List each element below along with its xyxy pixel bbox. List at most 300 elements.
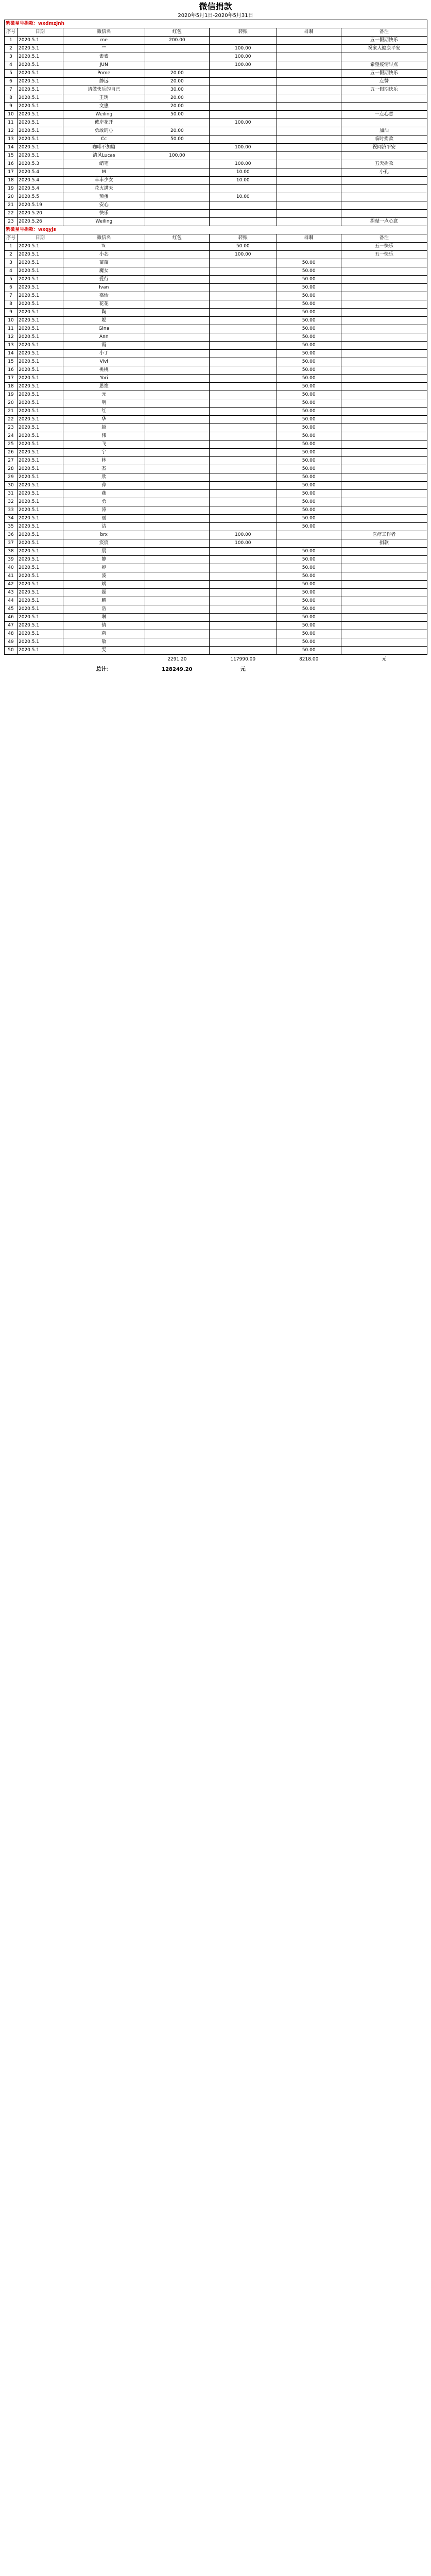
row-transfer bbox=[209, 473, 277, 482]
row-wechat-name: 欣 bbox=[63, 473, 145, 482]
row-transfer: 100.00 bbox=[209, 53, 277, 61]
row-group-chat: 50.00 bbox=[277, 424, 341, 432]
row-date: 2020.5.1 bbox=[18, 383, 63, 391]
row-remark bbox=[341, 391, 427, 399]
table-row bbox=[5, 358, 427, 366]
row-date: 2020.5.1 bbox=[18, 78, 63, 86]
row-transfer bbox=[209, 111, 277, 119]
row-wechat-name: 倩 bbox=[63, 622, 145, 630]
row-group-chat bbox=[277, 61, 341, 70]
row-number: 18 bbox=[5, 177, 18, 185]
row-remark bbox=[341, 589, 427, 597]
row-red-packet bbox=[145, 457, 209, 465]
total-value: 8218.00 bbox=[299, 656, 319, 662]
row-wechat-name: 飞 bbox=[63, 440, 145, 449]
row-transfer bbox=[209, 605, 277, 614]
row-number: 4 bbox=[5, 267, 18, 276]
row-red-packet bbox=[145, 490, 209, 498]
row-number: 7 bbox=[5, 292, 18, 300]
row-transfer bbox=[209, 399, 277, 408]
table-row bbox=[5, 333, 427, 342]
column-header: 日期 bbox=[18, 234, 63, 243]
row-number: 9 bbox=[5, 103, 18, 111]
row-date: 2020.5.1 bbox=[18, 300, 63, 309]
row-wechat-name: 静 bbox=[63, 556, 145, 564]
row-remark: 五一假期快乐 bbox=[341, 70, 427, 78]
row-transfer bbox=[209, 366, 277, 375]
column-header: 转账 bbox=[209, 28, 277, 37]
table-row bbox=[5, 45, 427, 53]
row-remark bbox=[341, 556, 427, 564]
row-transfer bbox=[209, 548, 277, 556]
row-remark bbox=[341, 647, 427, 655]
row-wechat-name: me bbox=[63, 37, 145, 45]
row-remark bbox=[341, 276, 427, 284]
row-remark bbox=[341, 350, 427, 358]
row-transfer bbox=[209, 564, 277, 572]
row-number: 37 bbox=[5, 539, 18, 548]
row-red-packet bbox=[145, 515, 209, 523]
row-date: 2020.5.1 bbox=[18, 267, 63, 276]
row-red-packet bbox=[145, 408, 209, 416]
table-row bbox=[5, 267, 427, 276]
row-wechat-name: 斌 bbox=[63, 581, 145, 589]
row-number: 33 bbox=[5, 506, 18, 515]
table-row bbox=[5, 408, 427, 416]
row-date: 2020.5.1 bbox=[18, 375, 63, 383]
row-wechat-name: 勇 bbox=[63, 498, 145, 506]
row-number: 16 bbox=[5, 160, 18, 168]
row-number: 40 bbox=[5, 564, 18, 572]
row-remark: 五一假期快乐 bbox=[341, 37, 427, 45]
table-row bbox=[5, 647, 427, 655]
row-remark bbox=[341, 185, 427, 193]
row-wechat-name: 浩 bbox=[63, 605, 145, 614]
row-red-packet bbox=[145, 366, 209, 375]
row-wechat-name: 杰 bbox=[63, 465, 145, 473]
row-number: 44 bbox=[5, 597, 18, 605]
table-row bbox=[5, 490, 427, 498]
row-number: 18 bbox=[5, 383, 18, 391]
row-remark bbox=[341, 358, 427, 366]
table-row bbox=[5, 160, 427, 168]
row-remark bbox=[341, 605, 427, 614]
row-number: 28 bbox=[5, 465, 18, 473]
row-transfer: 10.00 bbox=[209, 193, 277, 201]
row-group-chat: 50.00 bbox=[277, 515, 341, 523]
table-row bbox=[5, 564, 427, 572]
row-wechat-name: Yori bbox=[63, 375, 145, 383]
row-group-chat: 50.00 bbox=[277, 465, 341, 473]
row-group-chat bbox=[277, 185, 341, 193]
row-red-packet: 20.00 bbox=[145, 94, 209, 103]
row-group-chat bbox=[277, 37, 341, 45]
table-row bbox=[5, 86, 427, 94]
totals-row bbox=[5, 655, 427, 665]
row-remark bbox=[341, 408, 427, 416]
row-date: 2020.5.1 bbox=[18, 152, 63, 160]
row-date: 2020.5.1 bbox=[18, 292, 63, 300]
row-date: 2020.5.3 bbox=[18, 160, 63, 168]
row-group-chat bbox=[277, 45, 341, 53]
table-row bbox=[5, 111, 427, 119]
row-date: 2020.5.1 bbox=[18, 276, 63, 284]
row-date: 2020.5.1 bbox=[18, 630, 63, 638]
table-row bbox=[5, 449, 427, 457]
row-remark bbox=[341, 482, 427, 490]
row-date: 2020.5.1 bbox=[18, 366, 63, 375]
row-date: 2020.5.1 bbox=[18, 317, 63, 325]
row-group-chat: 50.00 bbox=[277, 432, 341, 440]
row-group-chat: 50.00 bbox=[277, 564, 341, 572]
section-label-row bbox=[5, 226, 427, 234]
row-group-chat: 50.00 bbox=[277, 638, 341, 647]
row-wechat-name: 魔女 bbox=[63, 267, 145, 276]
row-date: 2020.5.1 bbox=[18, 638, 63, 647]
row-date: 2020.5.1 bbox=[18, 490, 63, 498]
row-red-packet bbox=[145, 276, 209, 284]
row-remark bbox=[341, 267, 427, 276]
row-red-packet bbox=[145, 61, 209, 70]
row-red-packet: 50.00 bbox=[145, 135, 209, 144]
row-number: 43 bbox=[5, 589, 18, 597]
row-red-packet bbox=[145, 243, 209, 251]
row-wechat-name: Weiling bbox=[63, 218, 145, 226]
row-date: 2020.5.1 bbox=[18, 135, 63, 144]
total-value: 117990.00 bbox=[230, 656, 256, 662]
table-row bbox=[5, 218, 427, 226]
row-date: 2020.5.1 bbox=[18, 622, 63, 630]
row-transfer bbox=[209, 284, 277, 292]
row-remark bbox=[341, 325, 427, 333]
table-row bbox=[5, 539, 427, 548]
row-transfer bbox=[209, 317, 277, 325]
row-group-chat bbox=[277, 201, 341, 210]
row-red-packet bbox=[145, 572, 209, 581]
total-spacer bbox=[5, 655, 18, 665]
row-red-packet bbox=[145, 614, 209, 622]
row-group-chat: 50.00 bbox=[277, 581, 341, 589]
row-transfer bbox=[209, 490, 277, 498]
row-transfer bbox=[209, 185, 277, 193]
row-transfer bbox=[209, 276, 277, 284]
row-number: 24 bbox=[5, 432, 18, 440]
row-date: 2020.5.1 bbox=[18, 614, 63, 622]
column-header: 日期 bbox=[18, 28, 63, 37]
row-wechat-name: 元 bbox=[63, 391, 145, 399]
column-header: 备注 bbox=[341, 234, 427, 243]
row-number: 27 bbox=[5, 457, 18, 465]
row-remark bbox=[341, 284, 427, 292]
row-remark bbox=[341, 309, 427, 317]
row-wechat-name: 洁 bbox=[63, 523, 145, 531]
table-row bbox=[5, 589, 427, 597]
row-remark bbox=[341, 465, 427, 473]
row-red-packet bbox=[145, 218, 209, 226]
row-group-chat bbox=[277, 127, 341, 135]
table-row bbox=[5, 399, 427, 408]
table-row bbox=[5, 523, 427, 531]
row-date: 2020.5.1 bbox=[18, 597, 63, 605]
row-remark bbox=[341, 490, 427, 498]
row-group-chat: 50.00 bbox=[277, 416, 341, 424]
row-group-chat bbox=[277, 119, 341, 127]
row-date: 2020.5.1 bbox=[18, 457, 63, 465]
table-row bbox=[5, 432, 427, 440]
row-number: 22 bbox=[5, 210, 18, 218]
row-remark bbox=[341, 630, 427, 638]
table-row bbox=[5, 210, 427, 218]
row-transfer: 100.00 bbox=[209, 539, 277, 548]
row-date: 2020.5.1 bbox=[18, 37, 63, 45]
row-number: 49 bbox=[5, 638, 18, 647]
table-row bbox=[5, 201, 427, 210]
row-wechat-name: 思维 bbox=[63, 383, 145, 391]
row-date: 2020.5.1 bbox=[18, 399, 63, 408]
row-number: 47 bbox=[5, 622, 18, 630]
row-date: 2020.5.1 bbox=[18, 647, 63, 655]
row-wechat-name: 宸宸 bbox=[63, 539, 145, 548]
row-number: 50 bbox=[5, 647, 18, 655]
row-wechat-name: 涛 bbox=[63, 506, 145, 515]
row-group-chat bbox=[277, 53, 341, 61]
row-red-packet bbox=[145, 358, 209, 366]
row-remark bbox=[341, 366, 427, 375]
row-group-chat: 50.00 bbox=[277, 498, 341, 506]
row-date: 2020.5.4 bbox=[18, 185, 63, 193]
row-red-packet bbox=[145, 168, 209, 177]
row-remark bbox=[341, 292, 427, 300]
row-group-chat: 50.00 bbox=[277, 292, 341, 300]
table-row bbox=[5, 515, 427, 523]
table-row bbox=[5, 473, 427, 482]
row-remark: 加油 bbox=[341, 127, 427, 135]
row-date: 2020.5.1 bbox=[18, 70, 63, 78]
row-date: 2020.5.1 bbox=[18, 391, 63, 399]
row-remark: 一点心意 bbox=[341, 111, 427, 119]
row-number: 12 bbox=[5, 127, 18, 135]
row-transfer bbox=[209, 127, 277, 135]
row-transfer: 10.00 bbox=[209, 177, 277, 185]
row-wechat-name: 妮 bbox=[63, 317, 145, 325]
row-number: 36 bbox=[5, 531, 18, 539]
row-group-chat bbox=[277, 144, 341, 152]
row-date: 2020.5.1 bbox=[18, 342, 63, 350]
row-transfer bbox=[209, 482, 277, 490]
row-group-chat: 50.00 bbox=[277, 276, 341, 284]
row-date: 2020.5.1 bbox=[18, 144, 63, 152]
table-row bbox=[5, 309, 427, 317]
table-row bbox=[5, 440, 427, 449]
row-red-packet bbox=[145, 449, 209, 457]
table-row bbox=[5, 300, 427, 309]
table-row bbox=[5, 622, 427, 630]
column-header: 转账 bbox=[209, 234, 277, 243]
row-transfer bbox=[209, 350, 277, 358]
row-date: 2020.5.1 bbox=[18, 94, 63, 103]
table-row bbox=[5, 325, 427, 333]
row-red-packet bbox=[145, 638, 209, 647]
table-row bbox=[5, 366, 427, 375]
row-red-packet bbox=[145, 440, 209, 449]
row-remark bbox=[341, 383, 427, 391]
row-group-chat bbox=[277, 251, 341, 259]
row-red-packet bbox=[145, 597, 209, 605]
row-number: 6 bbox=[5, 78, 18, 86]
row-group-chat: 50.00 bbox=[277, 647, 341, 655]
row-transfer bbox=[209, 210, 277, 218]
row-red-packet bbox=[145, 581, 209, 589]
row-red-packet bbox=[145, 465, 209, 473]
row-wechat-name: 花花 bbox=[63, 300, 145, 309]
row-group-chat: 50.00 bbox=[277, 449, 341, 457]
row-transfer bbox=[209, 292, 277, 300]
row-red-packet bbox=[145, 333, 209, 342]
row-group-chat: 50.00 bbox=[277, 350, 341, 358]
row-wechat-name: 霞 bbox=[63, 342, 145, 350]
row-remark: 捐献一点心意 bbox=[341, 218, 427, 226]
row-date: 2020.5.1 bbox=[18, 408, 63, 416]
row-wechat-name: 彼岸花开 bbox=[63, 119, 145, 127]
row-group-chat bbox=[277, 135, 341, 144]
row-date: 2020.5.1 bbox=[18, 440, 63, 449]
section-label: 紫微星号捐款：wxqyjs bbox=[5, 226, 427, 234]
row-date: 2020.5.1 bbox=[18, 605, 63, 614]
row-number: 11 bbox=[5, 325, 18, 333]
row-remark: 祝同济平安 bbox=[341, 144, 427, 152]
row-number: 10 bbox=[5, 317, 18, 325]
row-wechat-name: Gina bbox=[63, 325, 145, 333]
table-row bbox=[5, 37, 427, 45]
row-transfer bbox=[209, 300, 277, 309]
table-row bbox=[5, 350, 427, 358]
row-red-packet bbox=[145, 531, 209, 539]
column-header: 群聊 bbox=[277, 28, 341, 37]
row-transfer: 100.00 bbox=[209, 144, 277, 152]
row-wechat-name: 蒸蛋 bbox=[63, 193, 145, 201]
row-red-packet bbox=[145, 201, 209, 210]
row-wechat-name: 静远 bbox=[63, 78, 145, 86]
row-number: 35 bbox=[5, 523, 18, 531]
grand-total-unit: 元 bbox=[240, 666, 246, 672]
row-group-chat: 50.00 bbox=[277, 473, 341, 482]
row-remark bbox=[341, 201, 427, 210]
row-wechat-name: 宁 bbox=[63, 449, 145, 457]
row-date: 2020.5.1 bbox=[18, 103, 63, 111]
column-header: 备注 bbox=[341, 28, 427, 37]
row-red-packet bbox=[145, 119, 209, 127]
row-transfer bbox=[209, 630, 277, 638]
table-row bbox=[5, 177, 427, 185]
row-group-chat: 50.00 bbox=[277, 457, 341, 465]
row-number: 41 bbox=[5, 572, 18, 581]
table-row bbox=[5, 638, 427, 647]
row-red-packet bbox=[145, 185, 209, 193]
row-remark bbox=[341, 375, 427, 383]
table-row bbox=[5, 259, 427, 267]
row-wechat-name: 伟 bbox=[63, 432, 145, 440]
row-number: 48 bbox=[5, 630, 18, 638]
row-remark bbox=[341, 572, 427, 581]
row-remark: 五一快乐 bbox=[341, 243, 427, 251]
row-wechat-name: 爱行 bbox=[63, 276, 145, 284]
row-red-packet bbox=[145, 630, 209, 638]
row-number: 15 bbox=[5, 152, 18, 160]
table-row bbox=[5, 581, 427, 589]
row-transfer bbox=[209, 523, 277, 531]
row-transfer: 100.00 bbox=[209, 531, 277, 539]
row-wechat-name: Ivan bbox=[63, 284, 145, 292]
row-number: 2 bbox=[5, 251, 18, 259]
row-group-chat: 50.00 bbox=[277, 325, 341, 333]
row-number: 14 bbox=[5, 144, 18, 152]
row-remark bbox=[341, 498, 427, 506]
row-number: 30 bbox=[5, 482, 18, 490]
row-number: 23 bbox=[5, 218, 18, 226]
table-row bbox=[5, 127, 427, 135]
row-transfer bbox=[209, 358, 277, 366]
row-wechat-name: 王玥 bbox=[63, 94, 145, 103]
table-row bbox=[5, 317, 427, 325]
row-number: 17 bbox=[5, 375, 18, 383]
row-red-packet bbox=[145, 424, 209, 432]
column-header: 微信名 bbox=[63, 234, 145, 243]
row-wechat-name: Weiling bbox=[63, 111, 145, 119]
row-date: 2020.5.1 bbox=[18, 119, 63, 127]
row-number: 3 bbox=[5, 259, 18, 267]
row-date: 2020.5.1 bbox=[18, 259, 63, 267]
column-header: 序号 bbox=[5, 234, 18, 243]
row-transfer: 10.00 bbox=[209, 168, 277, 177]
row-date: 2020.5.1 bbox=[18, 572, 63, 581]
row-date: 2020.5.1 bbox=[18, 589, 63, 597]
row-red-packet bbox=[145, 432, 209, 440]
row-wechat-name: 快乐 bbox=[63, 210, 145, 218]
row-group-chat: 50.00 bbox=[277, 440, 341, 449]
row-red-packet: 50.00 bbox=[145, 111, 209, 119]
row-number: 13 bbox=[5, 135, 18, 144]
row-transfer bbox=[209, 638, 277, 647]
table-row bbox=[5, 416, 427, 424]
row-date: 2020.5.1 bbox=[18, 424, 63, 432]
row-group-chat: 50.00 bbox=[277, 614, 341, 622]
row-number: 13 bbox=[5, 342, 18, 350]
row-group-chat: 50.00 bbox=[277, 622, 341, 630]
row-date: 2020.5.1 bbox=[18, 556, 63, 564]
row-wechat-name: 小丁 bbox=[63, 350, 145, 358]
row-group-chat: 50.00 bbox=[277, 375, 341, 383]
row-remark bbox=[341, 449, 427, 457]
row-transfer bbox=[209, 597, 277, 605]
row-red-packet bbox=[145, 325, 209, 333]
row-red-packet: 20.00 bbox=[145, 70, 209, 78]
row-number: 25 bbox=[5, 440, 18, 449]
row-number: 23 bbox=[5, 424, 18, 432]
table-row bbox=[5, 630, 427, 638]
row-number: 1 bbox=[5, 243, 18, 251]
row-group-chat: 50.00 bbox=[277, 548, 341, 556]
row-red-packet: 20.00 bbox=[145, 103, 209, 111]
row-red-packet bbox=[145, 317, 209, 325]
grand-spacer bbox=[5, 664, 18, 674]
row-remark bbox=[341, 53, 427, 61]
row-transfer bbox=[209, 614, 277, 622]
row-remark bbox=[341, 614, 427, 622]
row-date: 2020.5.26 bbox=[18, 218, 63, 226]
row-wechat-name: 琳 bbox=[63, 614, 145, 622]
row-group-chat bbox=[277, 86, 341, 94]
row-transfer: 100.00 bbox=[209, 119, 277, 127]
